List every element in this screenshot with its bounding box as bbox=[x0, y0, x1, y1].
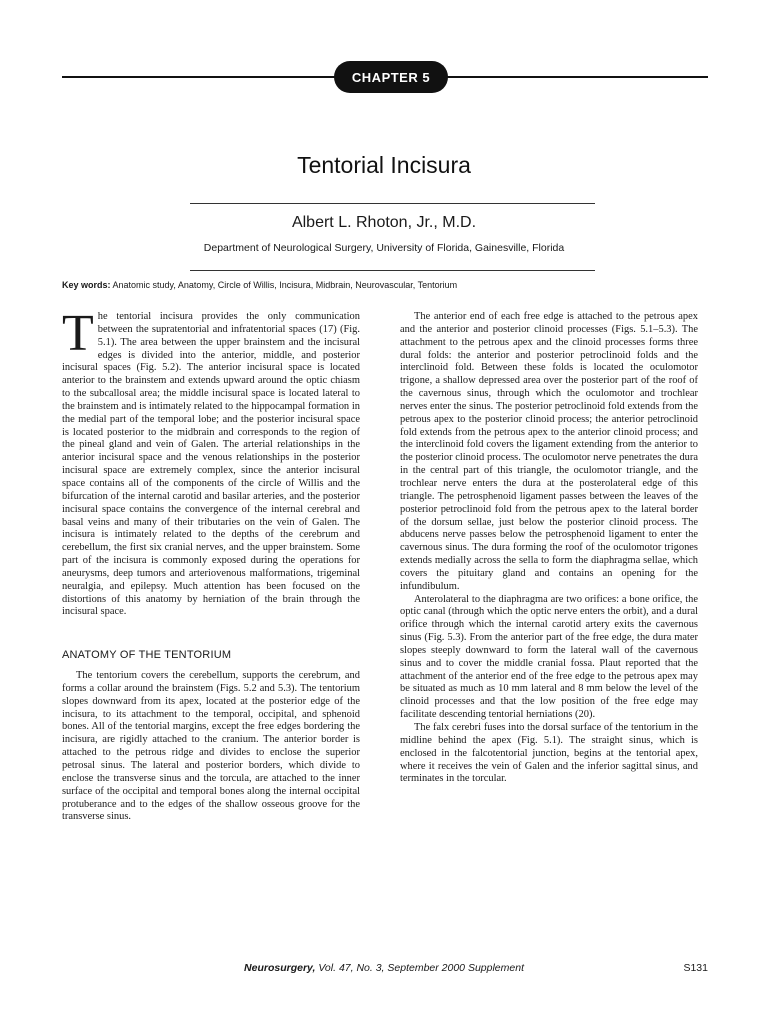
author: Albert L. Rhoton, Jr., M.D. bbox=[291, 214, 477, 231]
article-title: Tentorial Incisura bbox=[297, 152, 471, 178]
journal-citation: Vol. 47, No. 3, September 2000 Supplement bbox=[315, 962, 524, 974]
keywords-label: Key words: bbox=[62, 280, 111, 290]
affiliation: Department of Neurological Surgery, University of Florida, Gainesville, Florida bbox=[203, 242, 565, 254]
footer-journal bbox=[0, 962, 768, 974]
section-paragraph-1: The tentorium covers the cerebellum, supports the cerebrum, and forms a collar around the brainstem (Figs. 5.2 and 5.3). The tentorium slopes downward from its apex, located at the posterior edge of the incisura, to its attachment to the temporal, occipital, and sphenoid bones. All of the tentorial margins, except the free edges bordering the incisura, are rigidly attached to the cranium. The anterior border is attached to the petrous ridge and divides to enclose the superior petrosal sinus. The lateral and posterior borders, which divide to enclose the transverse sinus and the torcula, are attached to the inner surface of the occipital and temporal bones along the internal occipital protuberance and to the edges of the shallow osseous groove for the transverse sinus. bbox=[62, 670, 360, 823]
left-column bbox=[62, 305, 360, 824]
affiliation-rule bbox=[190, 270, 595, 271]
drop-cap: T bbox=[62, 305, 94, 362]
right-paragraph-3: The falx cerebri fuses into the dorsal surface of the tentorium in the midline behind the apex (Fig. 5.1). The straight sinus, which is enclosed in the falcotentorial junction, begins at the tentorial apex, where it receives the vein of Galen and the inferior sagittal sinus, and terminates in the torcular. bbox=[400, 722, 698, 785]
right-column bbox=[400, 311, 698, 786]
right-paragraph-1: The anterior end of each free edge is attached to the petrous apex and the anterior and posterior clinoid processes (Figs. 5.1–5.3). The attachment to the petrous apex and the clinoid processes forms three dural folds: the anterior and posterior petroclinoid folds and the interclinoid fold. Between these folds is located the oculomotor trigone, a shallow depressed area over the posterior part of the roof of the cavernous sinus, through which the oculomotor and trochlear nerves enter the sinus. The posterior petroclinoid fold extends from the petrous apex to the posterior clinoid process; the anterior petroclinoid fold extends from the petrous apex to the anterior clinoid process; and the interclinoid fold covers the ligament extending from the anterior to the posterior clinoid process. The oculomotor nerve penetrates the dura in the central part of this triangle, the oculomotor triangle, and the trochlear nerve enters the dura at the posterolateral edge of this triangle. The petrosphenoid ligament passes between the leaves of the posterior petroclinoid fold from the petrous apex to the lateral border of the dorsum sellae, just below the posterior clinoid process. The abducens nerve passes below the petrosphenoid ligament to enter the cavernous sinus. The dura forming the roof of the oculomotor trigones extends medially across the sella to form the diaphragma sellae, which covers the pituitary gland and contains an opening for the infundibulum. bbox=[400, 311, 698, 592]
keywords-text: Anatomic study, Anatomy, Circle of Willis, Incisura, Midbrain, Neurovascular, Tentorium bbox=[112, 280, 458, 290]
chapter-badge: CHAPTER 5 bbox=[334, 61, 448, 93]
page-number: S131 bbox=[683, 962, 708, 974]
section-heading: ANATOMY OF THE TENTORIUM bbox=[62, 649, 232, 662]
journal-name: Neurosurgery, bbox=[244, 962, 316, 974]
keywords bbox=[62, 280, 708, 290]
intro-text: he tentorial incisura provides the only communication between the supratentorial and infratentorial spaces (17) (Fig. 5.1). The area between the upper brainstem and the incisural edges is divided into the anterior, middle, and posterior incisural spaces (Fig. 5.2). The anterior incisural space is located anterior to the brainstem and extends upward around the optic chiasm to the subcallosal area; the middle incisural space is located lateral to the brainstem and is intimately related to the hippocampal formation in the medial part of the temporal lobe; and the posterior incisural space is located posterior to the midbrain and corresponds to the region of the pineal gland and vein of Galen. The arterial relationships in the anterior incisural space and the venous relationships in the posterior incisural space are extremely complex, since the anterior incisural space contains all of the components of the circle of Willis and the bifurcation of the internal carotid and basilar arteries, and the posterior incisural space contains the convergence of the internal cerebral and basal veins and many of their tributaries on the vein of Galen. The incisura is intimately related to the depths of the cerebrum and cerebellum, the first six cranial nerves, and the upper brainstem. Some part of the incisura is commonly exposed during the operations for aneurysms, deep tumors and arteriovenous malformations, trigeminal neuralgia, and epilepsy. Much attention has been focused on the distortions of this anatomy by herniation of the brain through the incisural space. bbox=[62, 311, 360, 618]
right-paragraph-2: Anterolateral to the diaphragma are two orifices: a bone orifice, the optic canal (through which the optic nerve enters the orbit), and a dural orifice through which the internal carotid artery exits the cavernous sinus (Fig. 5.3). From the anterior part of the free edge, the dura mater slopes steeply downward to form the lateral wall of the cavernous sinus and to cover the middle cranial fossa. Plaut reported that the attachment of the anterior end of the free edge to the petrous apex may be situated as much as 10 mm lateral and 8 mm below the level of the clinoid processes and that the low position of the free edge may facilitate descending tentorial herniations (20). bbox=[400, 593, 698, 721]
title-rule bbox=[190, 203, 595, 204]
intro-paragraph bbox=[62, 305, 360, 619]
